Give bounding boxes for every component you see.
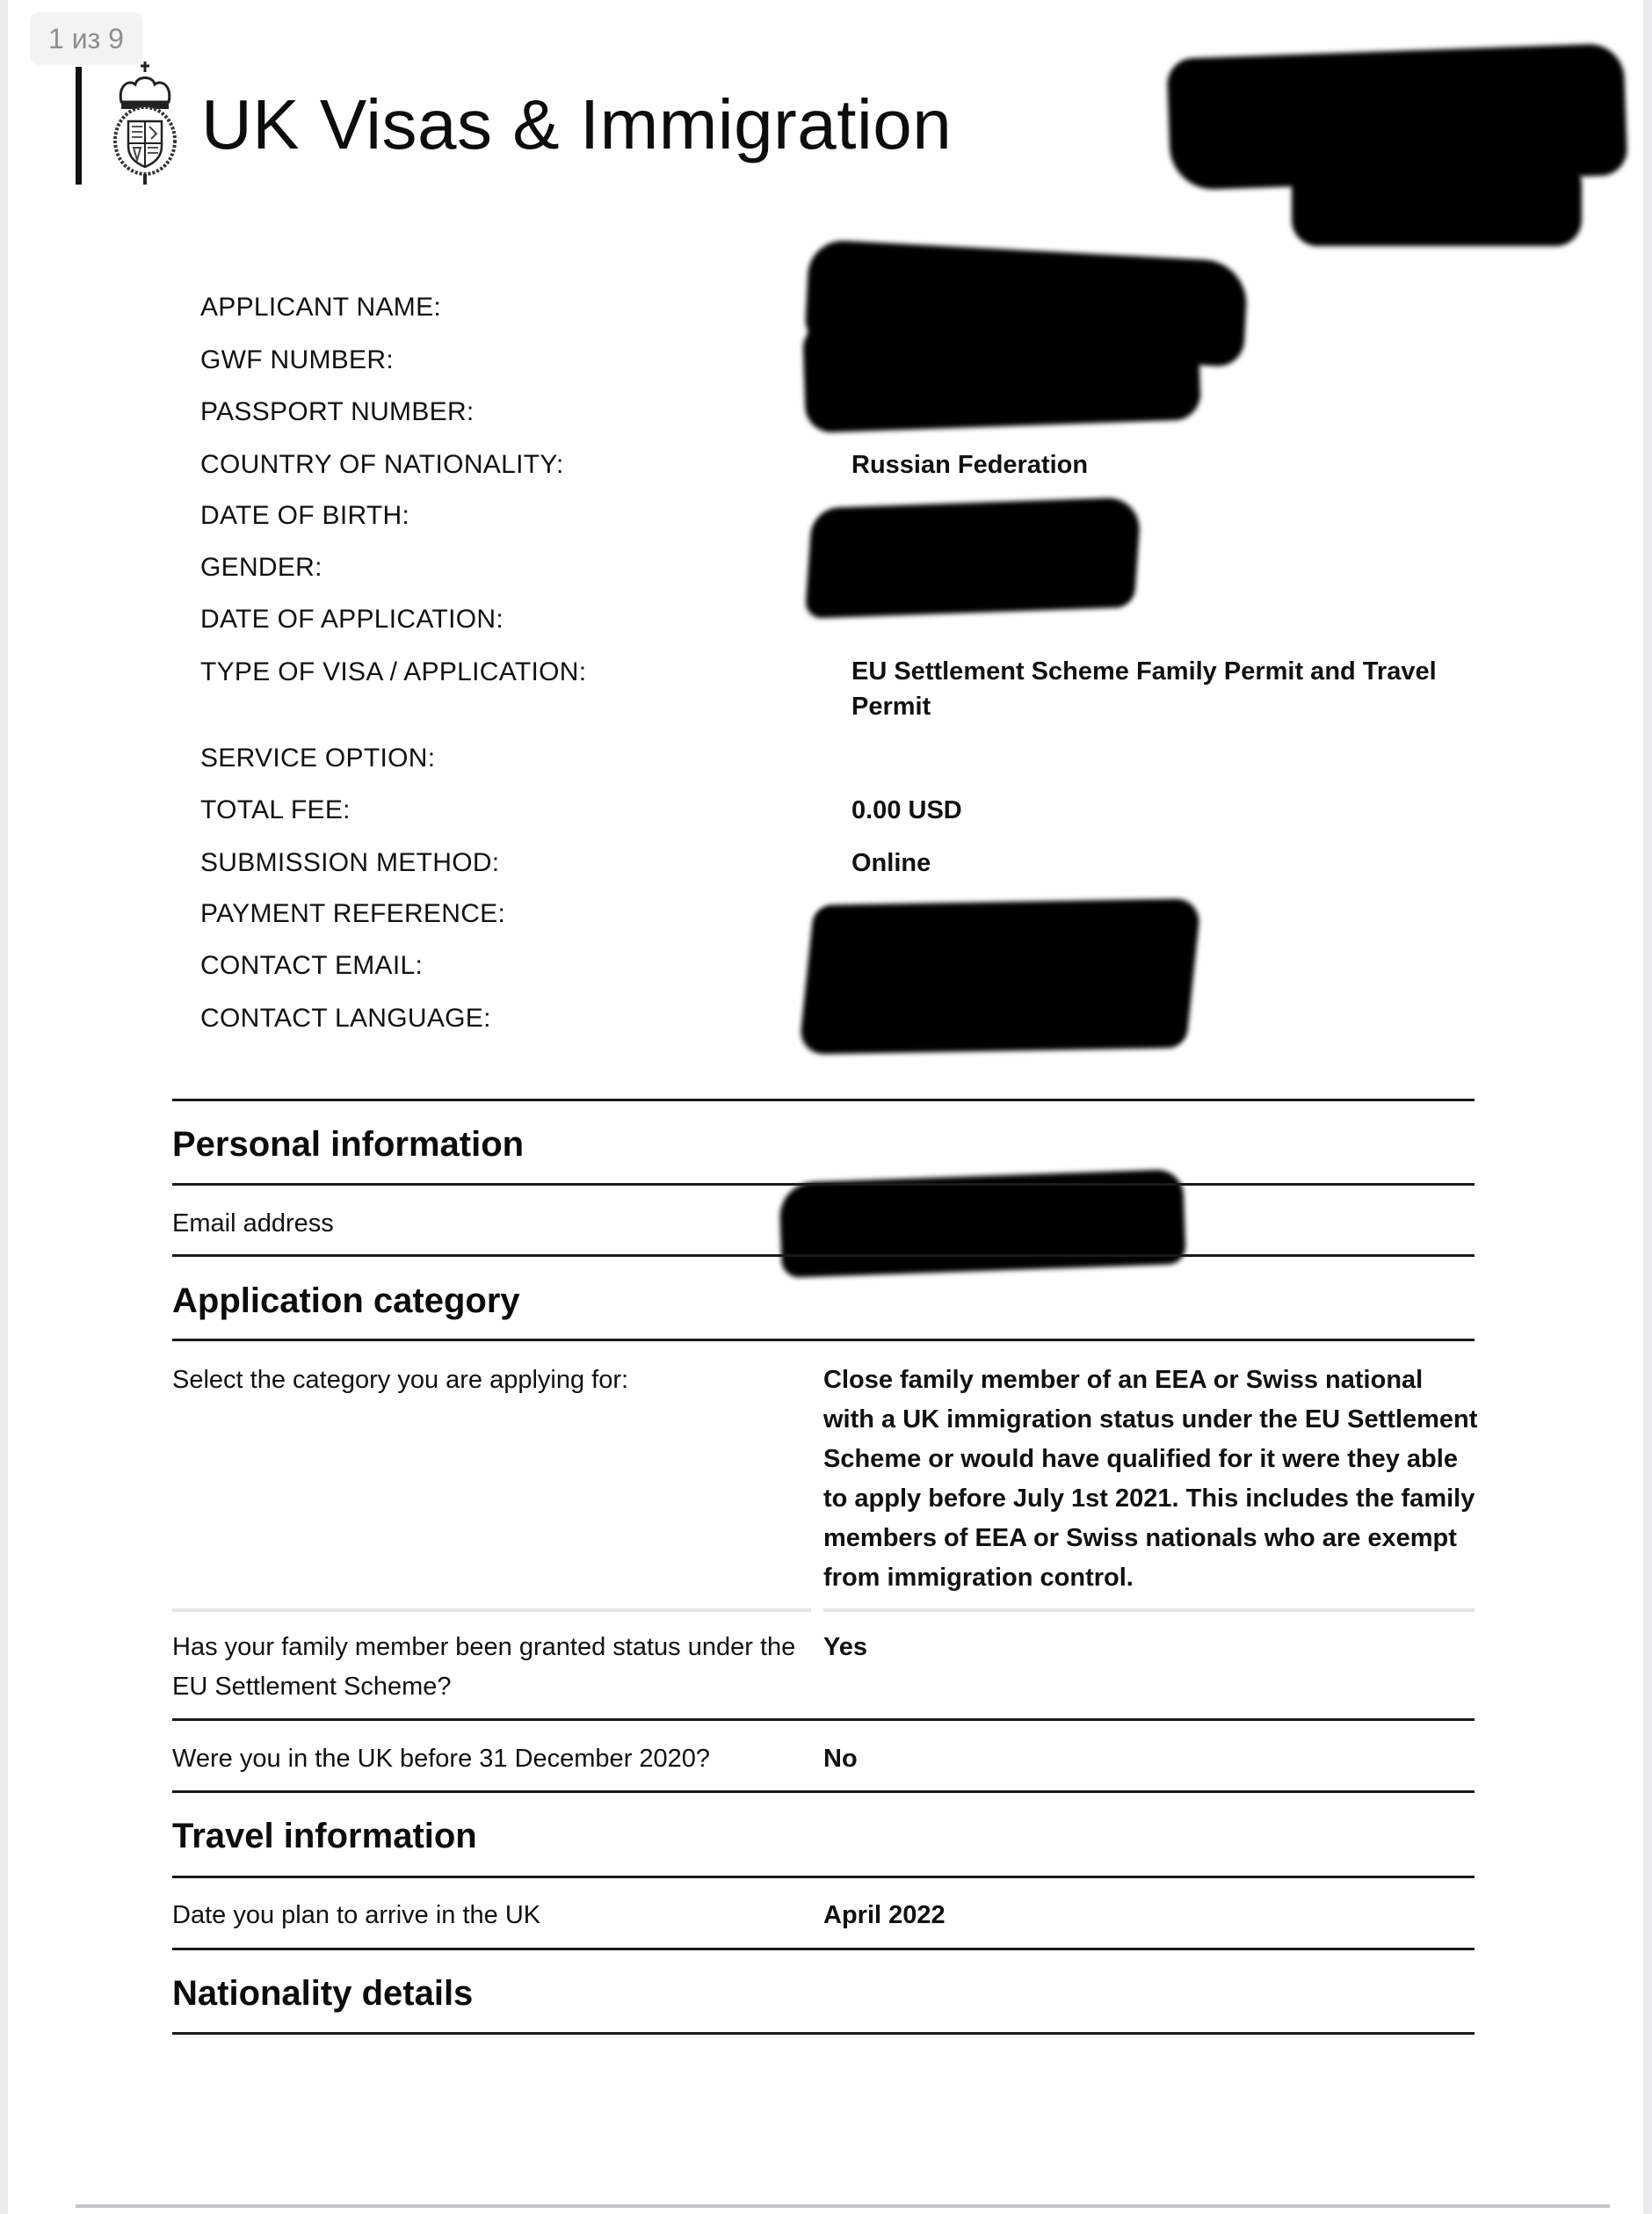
divider: [172, 1876, 1474, 1878]
field-label-total-fee: TOTAL FEE:: [200, 795, 351, 824]
field-label-gender: GENDER:: [200, 553, 322, 582]
page-indicator: 1 из 9: [30, 12, 142, 65]
divider: [172, 1790, 1474, 1793]
divider-light: [172, 1608, 811, 1612]
redaction-dob-gender: [805, 497, 1142, 618]
divider: [172, 1339, 1474, 1341]
section-heading-travel: Travel information: [172, 1817, 477, 1855]
granted-status-answer: Yes: [823, 1633, 867, 1661]
arrival-date-question: Date you plan to arrive in the UK: [172, 1901, 541, 1929]
divider-light: [823, 1608, 1474, 1612]
field-label-gwf-number: GWF NUMBER:: [200, 345, 394, 374]
divider: [172, 1099, 1474, 1101]
field-label-passport-number: PASSPORT NUMBER:: [200, 397, 475, 426]
divider: [172, 1718, 1474, 1721]
divider: [172, 1254, 1474, 1257]
field-value-submission-method: Online: [851, 849, 931, 877]
field-label-payment-reference: PAYMENT REFERENCE:: [200, 899, 506, 928]
agency-title: UK Visas & Immigration: [201, 85, 953, 163]
field-label-date-of-application: DATE OF APPLICATION:: [200, 605, 504, 634]
section-heading-category: Application category: [172, 1281, 520, 1320]
field-label-country-of-nationality: COUNTRY OF NATIONALITY:: [200, 450, 564, 479]
field-value-country-of-nationality: Russian Federation: [851, 451, 1089, 479]
divider: [172, 1183, 1474, 1186]
page-bottom-edge: [76, 2204, 1610, 2208]
field-label-service-option: SERVICE OPTION:: [200, 744, 436, 773]
category-answer: Close family member of an EEA or Swiss national with a UK immigration status under the EU Settlement Scheme or would have qualified for it were they able to apply before July 1st 2021. This includes the family members of EEA or Swiss nationals who are exempt from immigration control.: [823, 1366, 1478, 1592]
section-heading-personal: Personal information: [172, 1125, 525, 1164]
in-uk-answer: No: [823, 1745, 858, 1773]
email-address-label: Email address: [172, 1209, 334, 1238]
field-label-submission-method: SUBMISSION METHOD:: [200, 848, 500, 877]
redaction-applicant-details-2: [802, 309, 1201, 433]
field-value-visa-type: EU Settlement Scheme Family Permit and Travel Permit: [851, 657, 1437, 721]
arrival-date-answer: April 2022: [823, 1901, 946, 1929]
redaction-top-right-lower: [1292, 158, 1582, 246]
field-label-date-of-birth: DATE OF BIRTH:: [200, 501, 410, 530]
field-label-visa-type: TYPE OF VISA / APPLICATION:: [200, 657, 587, 686]
divider: [172, 1948, 1474, 1950]
royal-crest-icon: [109, 60, 181, 186]
viewer-left-edge: [0, 0, 8, 2214]
granted-status-question: Has your family member been granted status under the EU Settlement Scheme?: [172, 1633, 796, 1701]
in-uk-question: Were you in the UK before 31 December 2020?: [172, 1745, 711, 1773]
brand-bar: [76, 67, 82, 185]
field-label-contact-email: CONTACT EMAIL:: [200, 951, 424, 980]
category-question: Select the category you are applying for:: [172, 1366, 629, 1394]
field-label-applicant-name: APPLICANT NAME:: [200, 293, 442, 322]
viewer-scrollbar[interactable]: [1643, 0, 1652, 2214]
field-label-contact-language: CONTACT LANGUAGE:: [200, 1004, 491, 1033]
redaction-payment-contact: [799, 898, 1202, 1055]
field-value-total-fee: 0.00 USD: [851, 796, 962, 824]
divider: [172, 2032, 1474, 2035]
section-heading-nationality: Nationality details: [172, 1974, 474, 2013]
